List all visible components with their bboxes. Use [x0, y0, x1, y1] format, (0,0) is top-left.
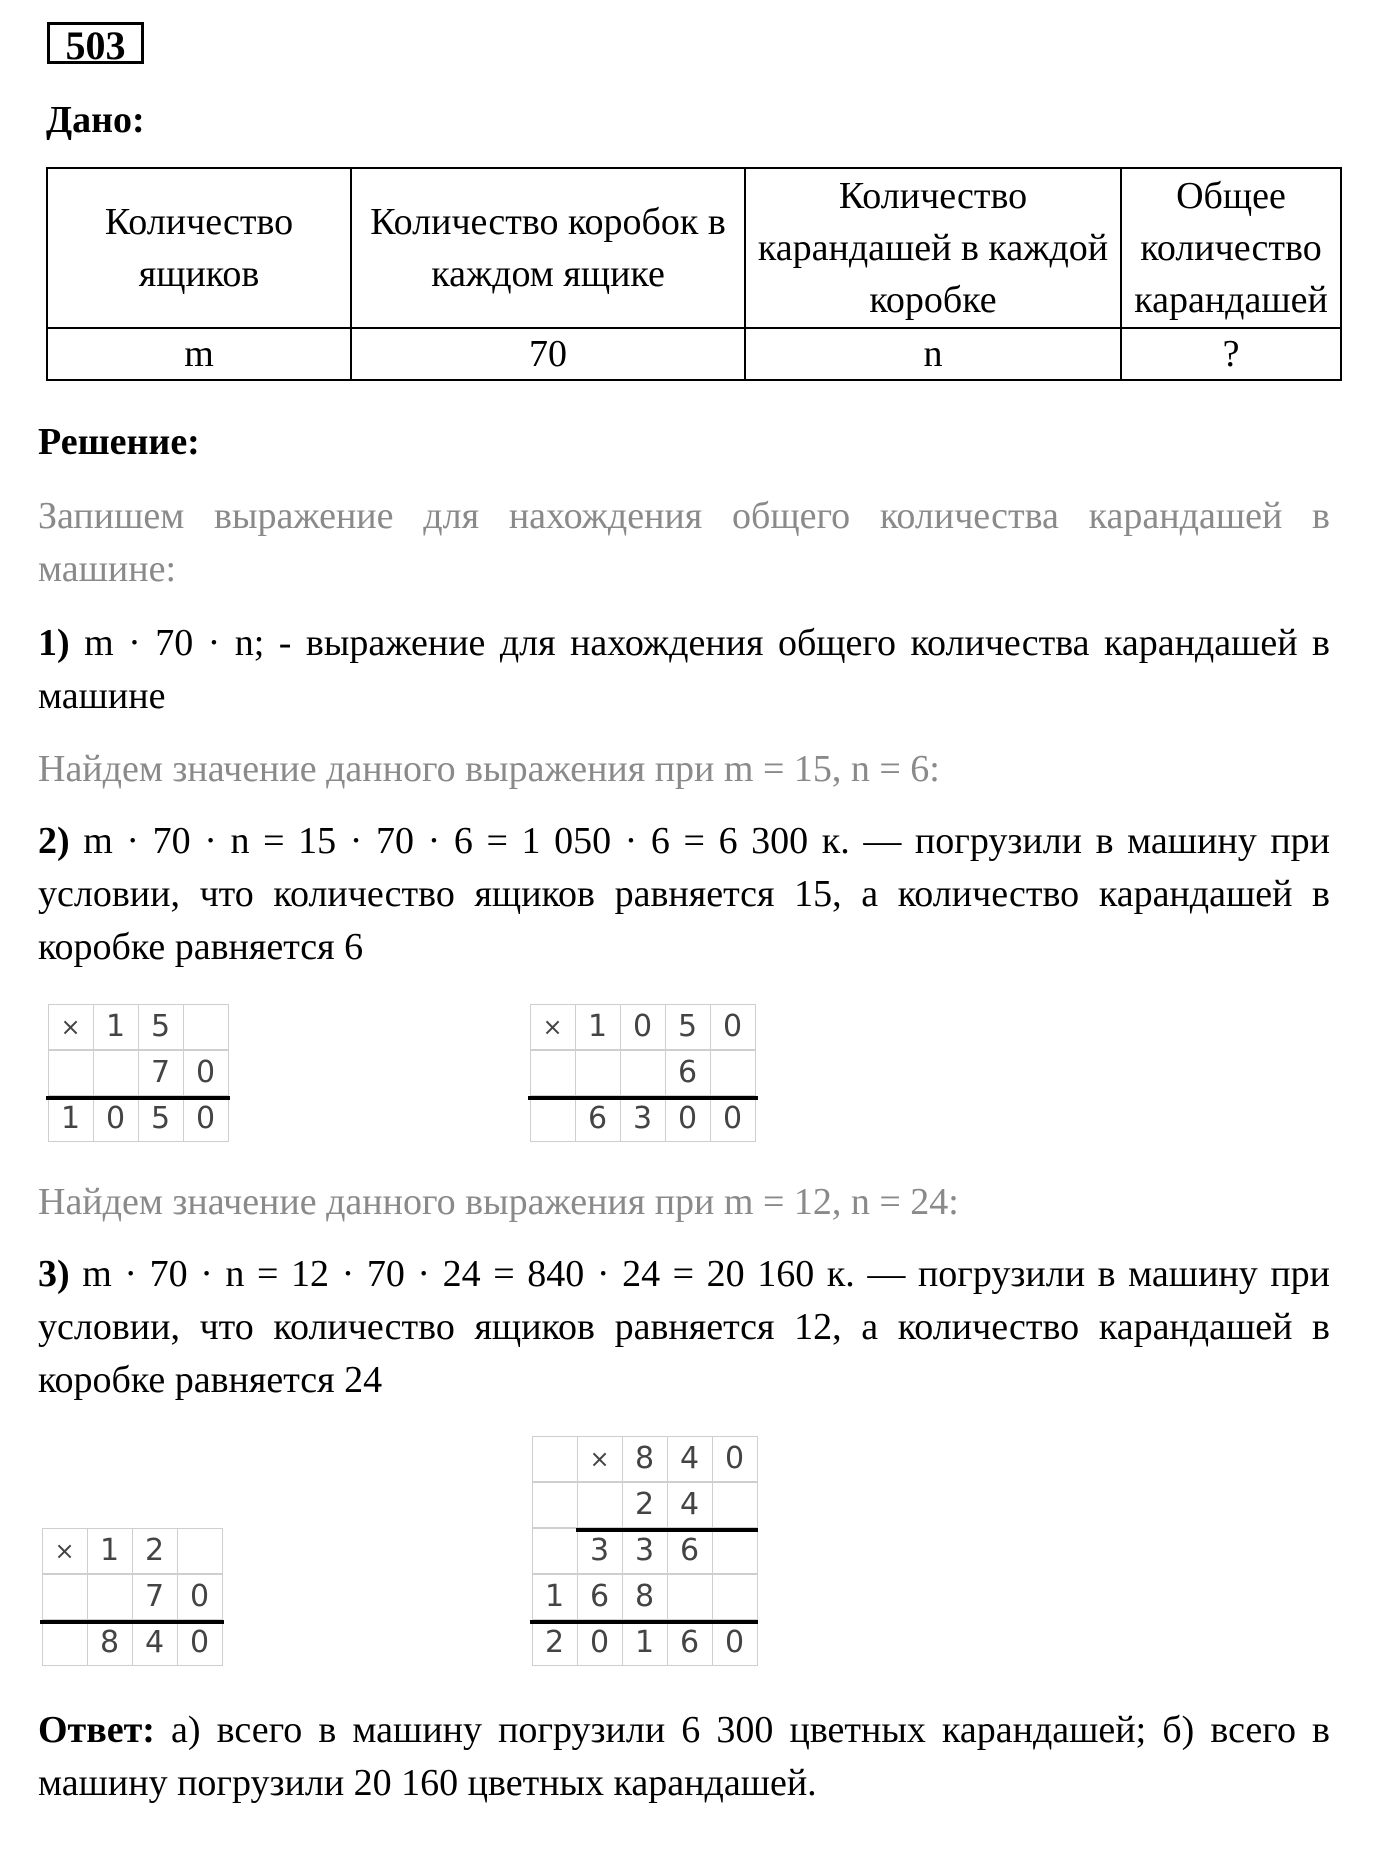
grid-cell: 6: [577, 1574, 623, 1620]
step-2-text: m · 70 · n = 15 · 70 · 6 = 1 050 · 6 = 6 300 к. — погрузили в машину при условии, что количество ящиков равняется 15, а количество карандашей в коробке равняется 6: [38, 820, 1330, 968]
find-text-1: Найдем значение данного выражения при m = 15, n = 6:: [38, 748, 940, 790]
grid-cell: 0: [183, 1050, 229, 1096]
grid-cell: 7: [138, 1050, 184, 1096]
grid-cell: 4: [667, 1482, 713, 1528]
grid-cell: [667, 1574, 713, 1620]
step-1-text: m · 70 · n; - выражение для нахождения общего количества карандашей в машине: [38, 622, 1330, 717]
answer: [38, 1704, 1330, 1810]
find-text-2: Найдем значение данного выражения при m = 12, n = 24:: [38, 1181, 959, 1223]
grid-cell: [530, 1050, 576, 1096]
grid-cell: 5: [138, 1096, 184, 1142]
header-pencils-per-carton: Количество карандашей в каждой коробке: [745, 168, 1121, 328]
step-2: [38, 815, 1330, 974]
grid-cell: 1: [48, 1096, 94, 1142]
answer-text: а) всего в машину погрузили 6 300 цветных карандашей; б) всего в машину погрузили 20 160 цветных карандашей.: [38, 1709, 1330, 1804]
calc-15x70: [48, 1004, 228, 1142]
grid-cell: 0: [710, 1004, 756, 1050]
grid-cell: 1: [532, 1574, 578, 1620]
answer-label: Ответ:: [38, 1709, 155, 1751]
grid-cell: 1: [93, 1004, 139, 1050]
calc-1050x6: [530, 1004, 755, 1142]
calc-840x24-line-1: [576, 1528, 758, 1532]
grid-cell: 6: [575, 1096, 621, 1142]
calc-840x24-line-2: [530, 1620, 758, 1624]
calc-840x24: [532, 1436, 757, 1666]
grid-cell: [42, 1574, 88, 1620]
grid-cell: [712, 1482, 758, 1528]
grid-cell: 0: [712, 1436, 758, 1482]
grid-cell: 5: [665, 1004, 711, 1050]
grid-cell: [620, 1050, 666, 1096]
grid-cell: 3: [577, 1528, 623, 1574]
grid-cell: [712, 1574, 758, 1620]
step-3: [38, 1248, 1330, 1407]
calc-12x70: [42, 1528, 222, 1666]
grid-cell: 6: [665, 1050, 711, 1096]
calc-15x70-line: [46, 1096, 230, 1100]
grid-cell: [575, 1050, 621, 1096]
step-2-number: 2): [38, 820, 70, 862]
grid-cell: 8: [87, 1620, 133, 1666]
table-header-row: [47, 168, 1341, 328]
grid-cell: [710, 1050, 756, 1096]
step-3-number: 3): [38, 1253, 70, 1295]
grid-cell: [87, 1574, 133, 1620]
grid-cell: 8: [622, 1574, 668, 1620]
grid-cell: 0: [665, 1096, 711, 1142]
grid-cell: [177, 1528, 223, 1574]
grid-cell: [93, 1050, 139, 1096]
grid-cell: 2: [132, 1528, 178, 1574]
grid-cell: 8: [622, 1436, 668, 1482]
solution-heading: Решение:: [38, 421, 200, 463]
header-total-pencils: Общее количество карандашей: [1121, 168, 1341, 328]
problem-number: 503: [47, 22, 144, 64]
grid-cell: 4: [132, 1620, 178, 1666]
grid-cell: 2: [532, 1620, 578, 1666]
grid-cell: 1: [575, 1004, 621, 1050]
grid-cell: [532, 1436, 578, 1482]
grid-cell: 3: [622, 1528, 668, 1574]
multiply-icon: ×: [530, 1004, 576, 1050]
grid-cell: 3: [620, 1096, 666, 1142]
header-boxes: Количество ящиков: [47, 168, 351, 328]
intro-text: Запишем выражение для нахождения общего количества карандашей в машине:: [38, 495, 1330, 590]
grid-cell: 0: [177, 1620, 223, 1666]
grid-cell: [183, 1004, 229, 1050]
grid-cell: [532, 1482, 578, 1528]
grid-cell: 1: [87, 1528, 133, 1574]
grid-cell: 4: [667, 1436, 713, 1482]
calc-1050x6-line: [528, 1096, 758, 1100]
grid-cell: 0: [620, 1004, 666, 1050]
value-pencils: n: [745, 328, 1121, 380]
multiply-icon: ×: [577, 1436, 623, 1482]
grid-cell: 0: [93, 1096, 139, 1142]
grid-cell: [48, 1050, 94, 1096]
given-heading: Дано:: [46, 99, 145, 141]
grid-cell: 0: [712, 1620, 758, 1666]
grid-cell: [577, 1482, 623, 1528]
grid-cell: 7: [132, 1574, 178, 1620]
multiply-icon: ×: [48, 1004, 94, 1050]
grid-cell: [530, 1096, 576, 1142]
step-1: [38, 617, 1330, 723]
calc-12x70-line: [40, 1620, 224, 1624]
step-1-number: 1): [38, 622, 70, 664]
given-table: [46, 167, 1342, 381]
step-3-text: m · 70 · n = 12 · 70 · 24 = 840 · 24 = 20 160 к. — погрузили в машину при условии, что количество ящиков равняется 12, а количество карандашей в коробке равняется 24: [38, 1253, 1330, 1401]
grid-cell: 2: [622, 1482, 668, 1528]
grid-cell: 0: [183, 1096, 229, 1142]
grid-cell: 0: [710, 1096, 756, 1142]
grid-cell: [42, 1620, 88, 1666]
header-cartons-per-box: Количество коробок в каждом ящике: [351, 168, 745, 328]
grid-cell: [712, 1528, 758, 1574]
grid-cell: 5: [138, 1004, 184, 1050]
grid-cell: 1: [622, 1620, 668, 1666]
table-row: [47, 328, 1341, 380]
value-cartons: 70: [351, 328, 745, 380]
grid-cell: [532, 1528, 578, 1574]
grid-cell: 0: [577, 1620, 623, 1666]
grid-cell: 6: [667, 1620, 713, 1666]
value-boxes: m: [47, 328, 351, 380]
grid-cell: 0: [177, 1574, 223, 1620]
value-total: ?: [1121, 328, 1341, 380]
multiply-icon: ×: [42, 1528, 88, 1574]
grid-cell: 6: [667, 1528, 713, 1574]
